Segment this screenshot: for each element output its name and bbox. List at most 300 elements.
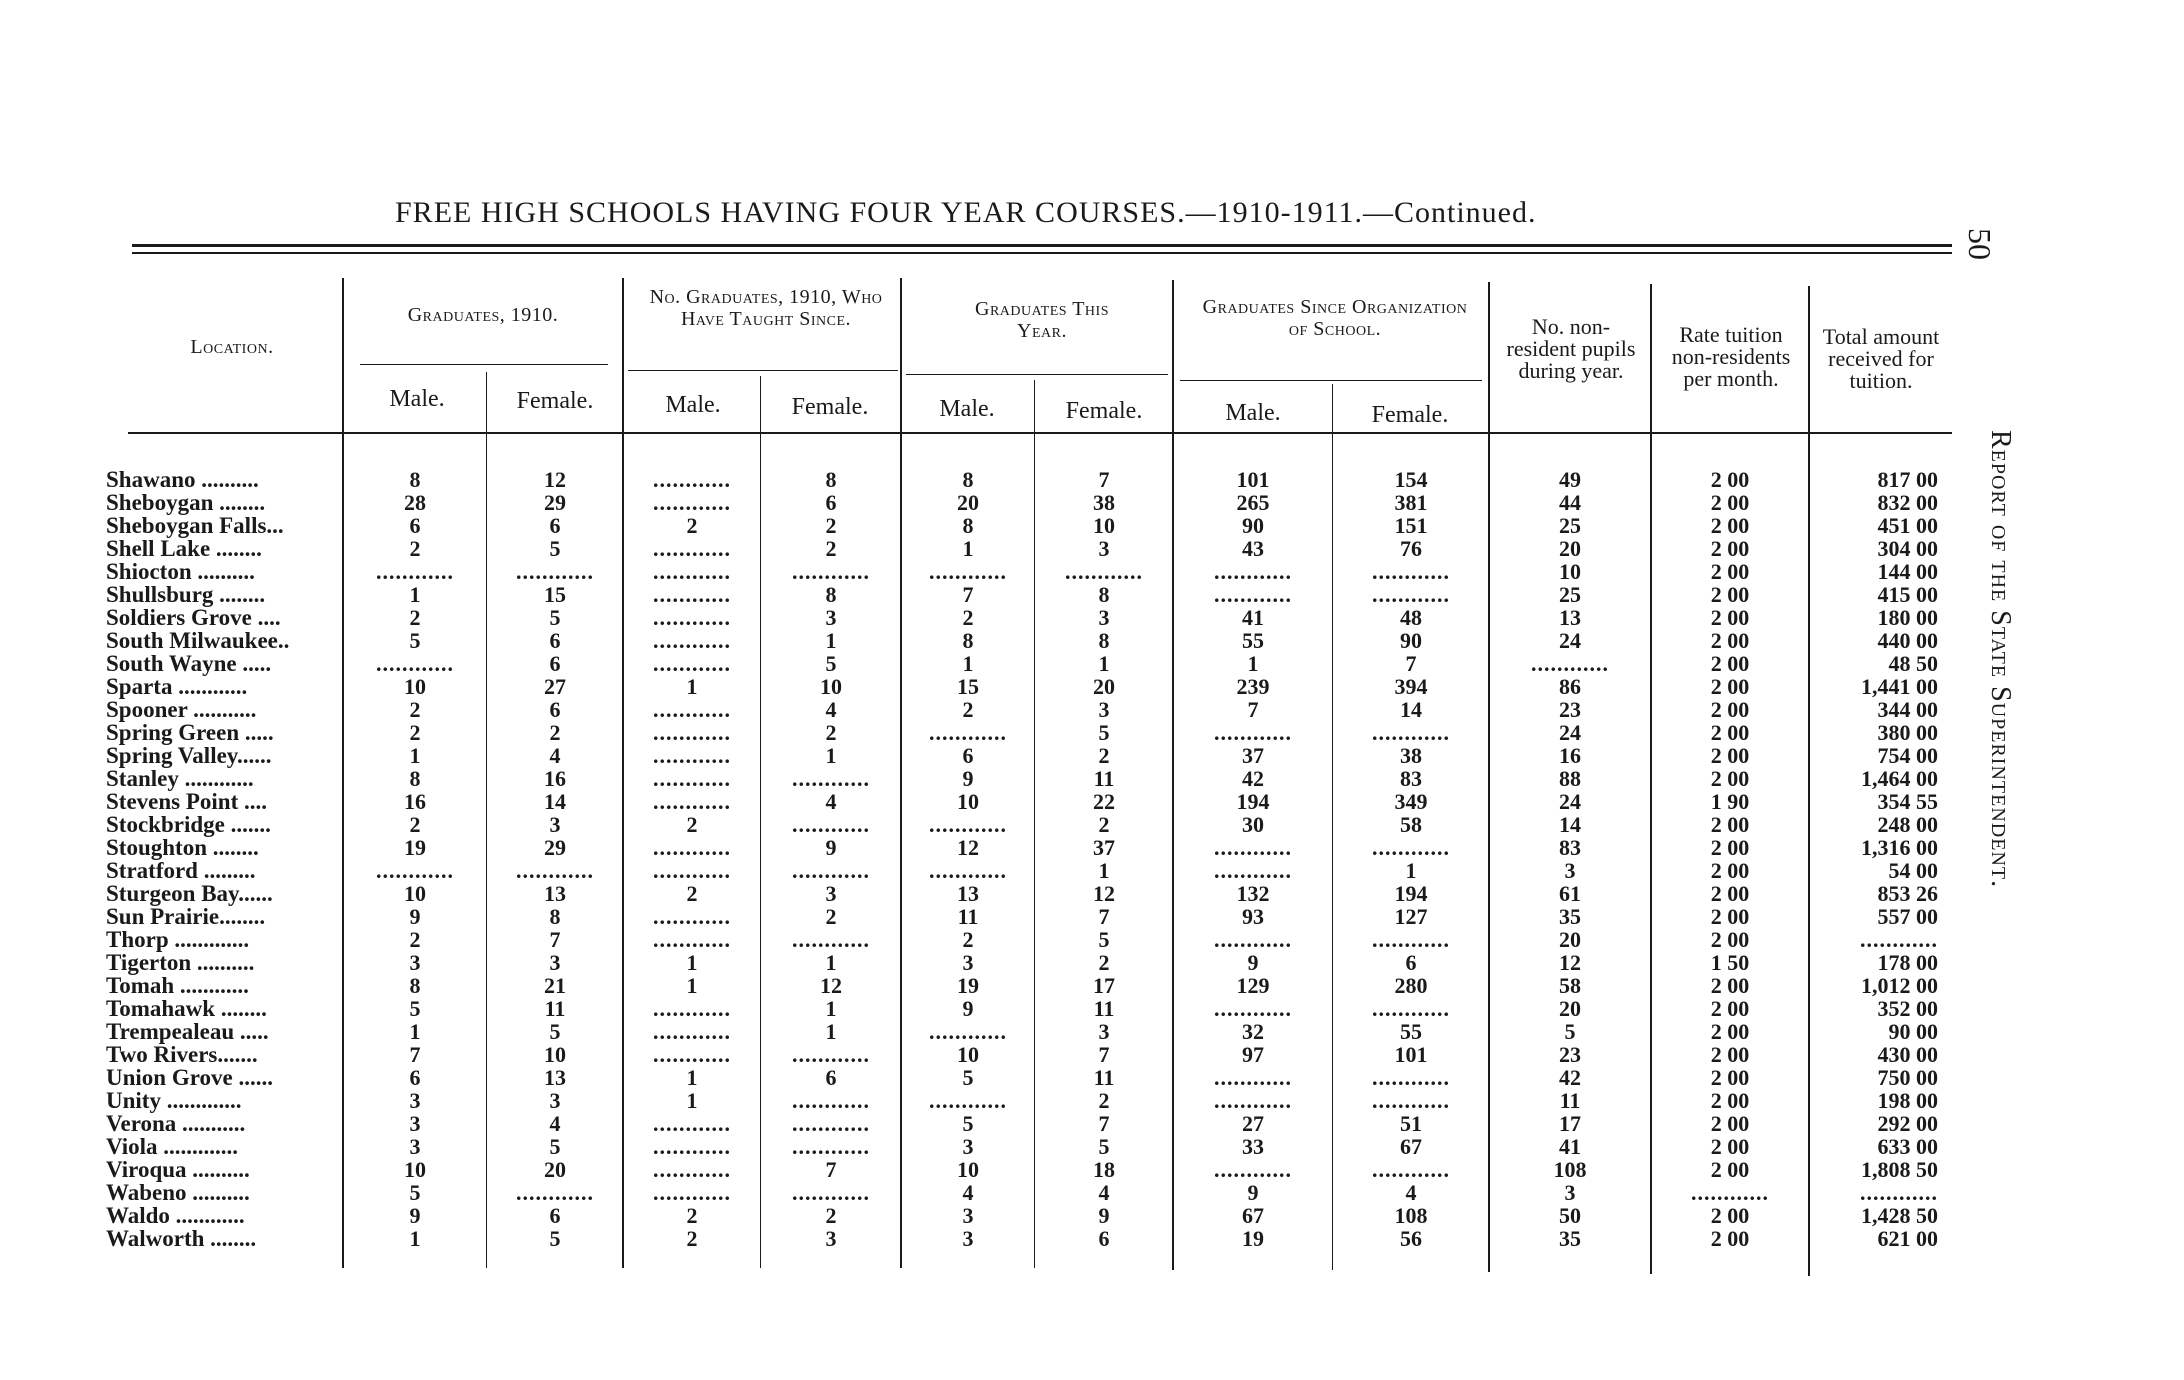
table-cell: ............ [1372,1157,1450,1182]
table-cell: 8 [962,513,974,538]
table-cell: 25 [1559,582,1581,607]
table-cell: 24 [1559,628,1581,653]
table-cell: Stevens Point .... [106,789,267,814]
grad1910-male-column [346,468,484,1250]
table-cell: Shullsburg ........ [106,582,266,607]
table-cell: 10 [404,1157,426,1182]
table-cell: 7 [1098,1042,1110,1067]
header-taught-since: No. Graduates, 1910, Who Have Taught Since. [649,286,883,330]
table-cell: 10 [1093,513,1115,538]
table-cell: 2 [962,927,974,952]
subheader-male: Male. [389,386,445,412]
table-cell: 1 [686,950,698,975]
table-cell: 194 [1394,881,1428,906]
table-cell: 13 [544,1065,566,1090]
table-cell: ............ [1372,1065,1450,1090]
table-cell: 2 00 [1710,1203,1750,1228]
table-cell: 88 [1559,766,1581,791]
table-cell: 10 [957,1042,979,1067]
table-cell: Stockbridge ....... [106,812,271,837]
table-cell: 354 55 [1877,789,1938,814]
table-cell: 1 [409,743,421,768]
table-cell: 5 [549,605,561,630]
table-cell: 5 [549,1134,561,1159]
table-cell: 180 00 [1877,605,1938,630]
table-cell: 9 [825,835,837,860]
table-cell: ............ [929,858,1007,883]
table-cell: 1 [825,1019,837,1044]
total-tuition-column [1812,468,1938,1250]
table-cell: 129 [1236,973,1270,998]
table-cell: 2 [686,1226,698,1251]
table-cell: ............ [1214,1065,1292,1090]
table-cell: 4 [825,697,837,722]
table-cell: 10 [957,789,979,814]
table-cell: 3 [1098,605,1110,630]
table-cell: 2 [825,904,837,929]
table-cell: 451 00 [1877,513,1938,538]
table-cell: 12 [1093,881,1115,906]
table-cell: 6 [409,513,421,538]
table-cell: 90 00 [1888,1019,1938,1044]
table-cell: 2 [962,605,974,630]
table-cell: 19 [404,835,426,860]
table-cell: 265 [1236,490,1270,515]
table-cell: 2 [409,927,421,952]
table-cell: 430 00 [1877,1042,1938,1067]
nonresident-column [1492,468,1648,1250]
table-cell: 832 00 [1877,490,1938,515]
table-cell: Tomah ............ [106,973,249,998]
table-cell: 5 [549,1226,561,1251]
table-cell: 754 00 [1877,743,1938,768]
table-cell: Sturgeon Bay...... [106,881,273,906]
table-cell: 1 [825,996,837,1021]
table-cell: 2 00 [1710,1226,1750,1251]
table-cell: 5 [409,628,421,653]
subheader-male: Male. [665,392,721,418]
table-cell: Union Grove ...... [106,1065,273,1090]
table-cell: 5 [409,996,421,1021]
col-divider [486,372,487,1268]
table-cell: 7 [1247,697,1259,722]
table-cell: 49 [1559,467,1581,492]
table-cell: 97 [1242,1042,1264,1067]
table-cell: 2 00 [1710,881,1750,906]
table-cell: 7 [1098,904,1110,929]
table-cell: 10 [404,881,426,906]
table-cell: 7 [549,927,561,952]
table-cell: 83 [1559,835,1581,860]
table-cell: 7 [1405,651,1417,676]
table-cell: 90 [1242,513,1264,538]
table-cell: ............ [1372,559,1450,584]
rate-tuition-column [1654,468,1806,1250]
table-cell: 5 [1098,720,1110,745]
table-cell: 2 00 [1710,490,1750,515]
table-cell: 108 [1553,1157,1587,1182]
table-cell: 144 00 [1877,559,1938,584]
table-cell: 16 [1559,743,1581,768]
table-cell: Sun Prairie........ [106,904,266,929]
table-cell: 239 [1236,674,1270,699]
subheader-female: Female. [516,388,594,414]
table-cell: ............ [792,1134,870,1159]
table-cell: ............ [1531,651,1609,676]
top-double-rule-1 [132,244,1952,247]
table-cell: 5 [409,1180,421,1205]
col-divider [1332,384,1333,1270]
table-cell: 8 [1098,582,1110,607]
table-cell: 48 50 [1888,651,1938,676]
table-cell: 14 [1400,697,1422,722]
table-cell: 2 [825,1203,837,1228]
table-cell: 29 [544,490,566,515]
table-cell: ............ [929,1088,1007,1113]
taught-male-column [626,468,758,1250]
table-cell: 22 [1093,789,1115,814]
table-cell: 633 00 [1877,1134,1938,1159]
table-cell: Tomahawk ........ [106,996,267,1021]
table-cell: 3 [1098,697,1110,722]
table-cell: ............ [653,789,731,814]
table-cell: 2 [409,536,421,561]
table-cell: ............ [1214,1157,1292,1182]
table-cell: 2 00 [1710,1157,1750,1182]
table-cell: 2 [1098,950,1110,975]
table-cell: ............ [792,812,870,837]
table-cell: 13 [544,881,566,906]
table-cell: 6 [549,628,561,653]
table-cell: 15 [957,674,979,699]
table-cell: 7 [409,1042,421,1067]
table-cell: 5 [549,1019,561,1044]
table-cell: 1 [686,1088,698,1113]
table-cell: 2 [409,697,421,722]
table-cell: 11 [544,996,566,1021]
table-cell: ............ [1214,996,1292,1021]
table-cell: 2 [686,812,698,837]
table-cell: 2 00 [1710,904,1750,929]
table-cell: 194 [1236,789,1270,814]
org-male-column [1176,468,1330,1250]
table-cell: 38 [1400,743,1422,768]
table-cell: 1 [962,536,974,561]
thisyear-underline [906,374,1168,375]
table-cell: 11 [1559,1088,1581,1113]
table-cell: 10 [820,674,842,699]
table-cell: 1 [825,950,837,975]
table-cell: 3 [825,605,837,630]
table-cell: 55 [1242,628,1264,653]
table-cell: 30 [1242,812,1264,837]
table-cell: South Wayne ..... [106,651,272,676]
table-cell: ............ [653,582,731,607]
table-cell: ............ [516,1180,594,1205]
col-divider [1034,380,1035,1268]
table-cell: 20 [1559,536,1581,561]
table-cell: ............ [653,536,731,561]
table-cell: 24 [1559,720,1581,745]
table-cell: ............ [1372,582,1450,607]
table-cell: 2 00 [1710,513,1750,538]
table-cell: 2 00 [1710,1134,1750,1159]
table-cell: ............ [653,927,731,952]
table-cell: ............ [653,1111,731,1136]
table-cell: Shawano .......... [106,467,259,492]
table-cell: Walworth ........ [106,1226,257,1251]
table-cell: 349 [1394,789,1428,814]
table-cell: Waldo ............ [106,1203,245,1228]
table-cell: 3 [962,1226,974,1251]
table-cell: 8 [825,582,837,607]
table-cell: ............ [653,766,731,791]
table-cell: 67 [1242,1203,1264,1228]
table-cell: 415 00 [1877,582,1938,607]
table-cell: ............ [929,720,1007,745]
table-cell: 42 [1242,766,1264,791]
table-cell: ............ [1372,835,1450,860]
table-cell: 10 [544,1042,566,1067]
table-cell: 2 [686,881,698,906]
table-cell: 108 [1394,1203,1428,1228]
table-cell: 1 [1247,651,1259,676]
top-double-rule-2 [132,252,1952,254]
table-cell: 14 [544,789,566,814]
table-cell: Spring Valley...... [106,743,272,768]
header-bottom-rule [128,432,1952,434]
table-cell: 1 90 [1710,789,1750,814]
table-cell: 1,441 00 [1861,674,1938,699]
table-cell: 621 00 [1877,1226,1938,1251]
table-cell: 9 [1247,950,1259,975]
table-cell: 280 [1394,973,1428,998]
table-cell: 3 [549,1088,561,1113]
table-cell: 18 [1093,1157,1115,1182]
table-cell: ............ [1214,559,1292,584]
table-cell: 6 [825,1065,837,1090]
table-cell: 9 [409,904,421,929]
table-cell: Sheboygan Falls... [106,513,284,538]
table-cell: 4 [962,1180,974,1205]
table-cell: 51 [1400,1111,1422,1136]
table-cell: 8 [825,467,837,492]
table-cell: ............ [516,559,594,584]
table-cell: 248 00 [1877,812,1938,837]
table-cell: 3 [409,1134,421,1159]
table-cell: 2 00 [1710,812,1750,837]
table-cell: 44 [1559,490,1581,515]
running-head: Report of the State Superintendent. [1985,430,2016,889]
table-cell: 12 [544,467,566,492]
table-cell: 344 00 [1877,697,1938,722]
table-cell: ............ [653,697,731,722]
table-cell: 1 [686,1065,698,1090]
table-cell: 9 [962,996,974,1021]
table-cell: 12 [820,973,842,998]
taught-female-column [764,468,898,1250]
table-cell: 41 [1559,1134,1581,1159]
table-cell: 35 [1559,904,1581,929]
table-cell: Unity ............. [106,1088,242,1113]
table-cell: ............ [1065,559,1143,584]
table-cell: ............ [1372,720,1450,745]
table-cell: 10 [1559,559,1581,584]
table-cell: Tigerton .......... [106,950,255,975]
table-cell: Stratford ......... [106,858,256,883]
subheader-female: Female. [1065,398,1143,424]
table-cell: 817 00 [1877,467,1938,492]
table-cell: 6 [825,490,837,515]
table-cell: South Milwaukee.. [106,628,290,653]
table-cell: Trempealeau ..... [106,1019,269,1044]
table-cell: 8 [962,467,974,492]
table-cell: 154 [1394,467,1428,492]
table-cell: 4 [549,743,561,768]
table-cell: 1 [825,628,837,653]
table-cell: 16 [404,789,426,814]
table-cell: 3 [1564,858,1576,883]
table-cell: 2 00 [1710,973,1750,998]
table-cell: 6 [549,651,561,676]
table-cell: Two Rivers....... [106,1042,258,1067]
table-cell: 11 [1093,1065,1115,1090]
table-cell: 5 [962,1065,974,1090]
table-cell: ............ [653,904,731,929]
col-divider [622,278,624,1268]
table-cell: Viroqua .......... [106,1157,250,1182]
table-cell: 14 [1559,812,1581,837]
table-cell: 2 00 [1710,697,1750,722]
table-cell: 76 [1400,536,1422,561]
table-cell: 48 [1400,605,1422,630]
table-cell: 23 [1559,1042,1581,1067]
table-cell: ............ [792,559,870,584]
table-cell: 1,012 00 [1861,973,1938,998]
table-cell: 32 [1242,1019,1264,1044]
table-cell: 27 [544,674,566,699]
table-cell: 38 [1093,490,1115,515]
table-cell: Shell Lake ........ [106,536,262,561]
table-cell: ............ [1372,996,1450,1021]
table-cell: Soldiers Grove .... [106,605,281,630]
org-female-column [1336,468,1486,1250]
table-cell: 381 [1394,490,1428,515]
table-cell: ............ [653,858,731,883]
table-cell: 380 00 [1877,720,1938,745]
table-cell: 17 [1093,973,1115,998]
table-cell: Sparta ............ [106,674,248,699]
table-cell: 3 [825,881,837,906]
table-cell: 132 [1236,881,1270,906]
table-cell: 2 00 [1710,559,1750,584]
table-cell: 7 [962,582,974,607]
table-cell: 13 [957,881,979,906]
table-cell: 8 [962,628,974,653]
table-cell: 3 [409,1111,421,1136]
table-cell: 20 [544,1157,566,1182]
table-cell: ............ [376,858,454,883]
table-cell: ............ [653,996,731,1021]
table-cell: 3 [549,950,561,975]
table-cell: 2 00 [1710,1065,1750,1090]
table-cell: 6 [549,1203,561,1228]
table-cell: 7 [825,1157,837,1182]
table-cell: 6 [549,513,561,538]
table-cell: 1 [686,674,698,699]
table-cell: Wabeno .......... [106,1180,250,1205]
table-cell: 23 [1559,697,1581,722]
table-cell: 90 [1400,628,1422,653]
table-cell: 440 00 [1877,628,1938,653]
table-cell: 21 [544,973,566,998]
table-cell: 2 [1098,812,1110,837]
table-cell: 20 [957,490,979,515]
table-cell: ............ [653,743,731,768]
table-cell: ............ [1860,1180,1938,1205]
table-cell: 5 [1098,1134,1110,1159]
header-graduates-1910: Graduates, 1910. [407,304,559,326]
header-graduates-this-year: Graduates This Year. [975,298,1109,342]
table-cell: 2 00 [1710,1088,1750,1113]
table-cell: 2 00 [1710,720,1750,745]
table-cell: ............ [1214,1088,1292,1113]
header-location: Location. [190,336,274,358]
table-cell: 2 00 [1710,467,1750,492]
col-divider [342,278,344,1268]
table-cell: 2 [409,720,421,745]
table-cell: ............ [929,812,1007,837]
table-cell: 29 [544,835,566,860]
table-cell: 1 [962,651,974,676]
table-cell: 1 [1098,858,1110,883]
table-cell: ............ [653,1019,731,1044]
taught-underline [628,370,898,371]
table-cell: 35 [1559,1226,1581,1251]
table-cell: 20 [1093,674,1115,699]
table-cell: Viola ............. [106,1134,239,1159]
table-cell: Stanley ............ [106,766,254,791]
table-cell: 3 [962,950,974,975]
header-rate-tuition: Rate tuition non-residents per month. [1671,322,1791,391]
table-cell: ............ [1214,927,1292,952]
col-divider [1650,284,1652,1274]
table-cell: 86 [1559,674,1581,699]
table-cell: 19 [957,973,979,998]
table-cell: Shiocton .......... [106,559,255,584]
table-cell: Thorp ............. [106,927,250,952]
table-cell: 2 [409,605,421,630]
table-cell: 11 [1093,766,1115,791]
table-cell: 2 [1098,743,1110,768]
table-cell: 5 [1564,1019,1576,1044]
table-cell: 20 [1559,927,1581,952]
table-cell: 54 00 [1888,858,1938,883]
location-column [106,468,342,1250]
table-cell: 10 [404,674,426,699]
table-cell: 5 [1098,927,1110,952]
table-cell: ............ [653,559,731,584]
table-cell: 2 00 [1710,628,1750,653]
table-cell: 2 00 [1710,743,1750,768]
table-cell: 9 [1098,1203,1110,1228]
table-cell: 2 00 [1710,1042,1750,1067]
col-divider [1808,286,1810,1276]
table-cell: 394 [1394,674,1428,699]
table-cell: 1 [825,743,837,768]
table-cell: Verona ........... [106,1111,246,1136]
table-cell: 3 [962,1134,974,1159]
